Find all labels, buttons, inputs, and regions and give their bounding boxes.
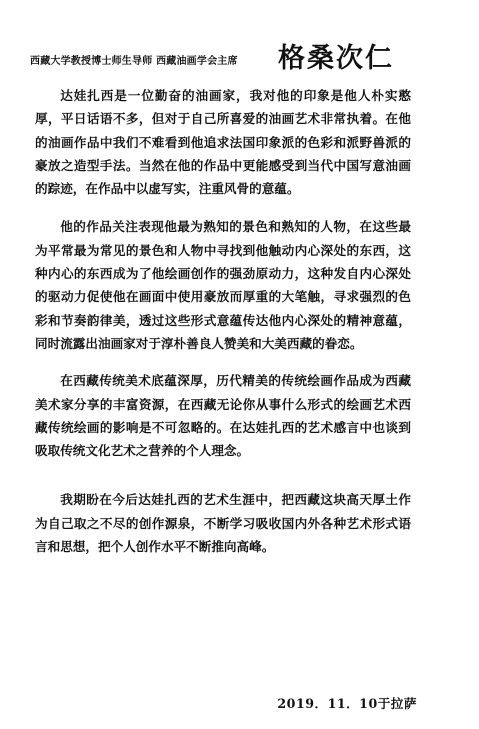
header (30, 34, 450, 78)
author-name: 格桑次仁 (278, 43, 394, 74)
paragraph-2: 他的作品关注表现他最为熟知的景色和熟知的人物，在这些最为平常最为常见的景色和人物中寻找到他触动内心深处的东西，这种内心的东西成为了他绘画创作的强劲原动力，这种发自内心深处的驱动力促使他在画面中使用豪放而厚重的大笔触，寻求强烈的色彩和节奏韵律美，透过这些形式意蕴传达他内心深处的精神意蕴，同时流露出油画家对于淳朴善良人赞美和大美西藏的眷恋。 (35, 219, 411, 351)
author-title: 西藏大学教授博士师生导师 西藏油画学会主席 (30, 56, 238, 67)
paragraph-3: 在西藏传统美术底蕴深厚，历代精美的传统绘画作品成为西藏美术家分享的丰富资源，在西藏无论你从事什么形式的绘画艺术西藏传统绘画的影响是不可忽略的。在达娃扎西的艺术感言中也谈到吸取传统文化艺术之营养的个人理念。 (35, 373, 411, 459)
article-body (35, 84, 411, 558)
paragraph-1: 达娃扎西是一位勤奋的油画家，我对他的印象是他人朴实憨厚，平日话语不多，但对于自己所喜爱的油画艺术非常执着。在他的油画作品中我们不难看到他追求法国印象派的色彩和派野兽派的豪放之造型手法。当然在他的作品中更能感受到当代中国写意油画的踪迹，在作品中以虚写实，注重风骨的意蕴。 (35, 88, 411, 197)
paragraph-4: 我期盼在今后达娃扎西的艺术生涯中，把西藏这块高天厚土作为自己取之不尽的创作源泉，不断学习吸收国内外各种艺术形式语言和思想，把个人创作水平不断推向高峰。 (35, 492, 411, 555)
date-signature: 2019．11．10于拉萨 (277, 696, 417, 711)
